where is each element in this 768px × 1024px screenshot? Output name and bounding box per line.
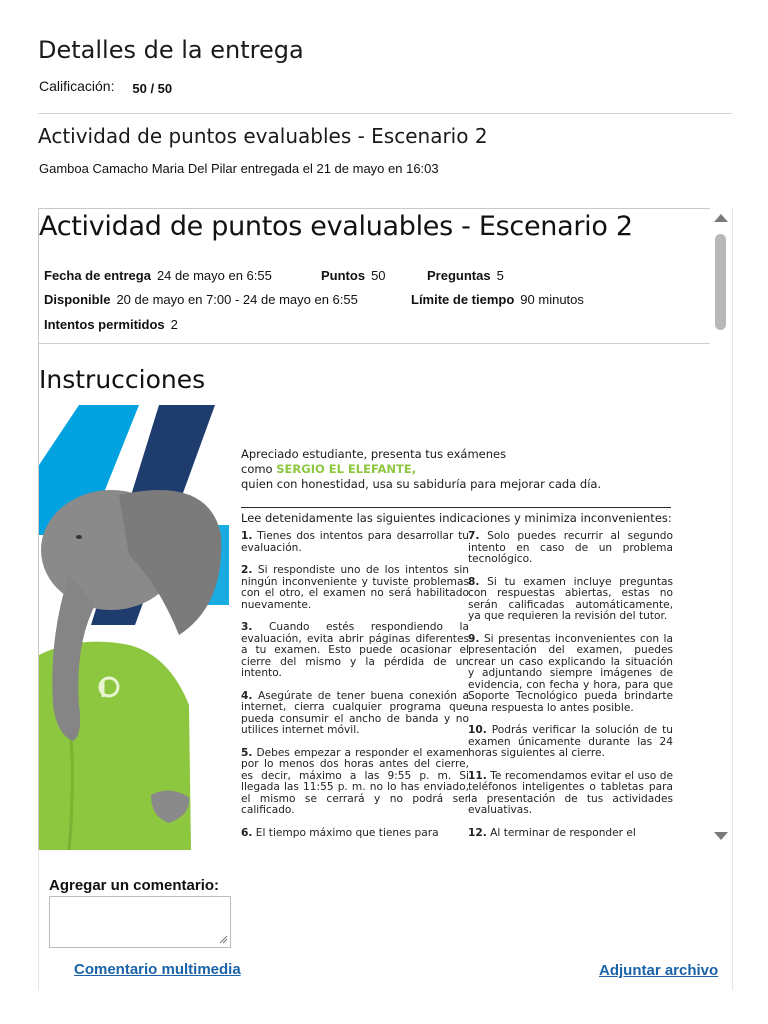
attach-file-link[interactable]: Adjuntar archivo [599,962,719,979]
points [321,268,386,283]
quiz-title: Actividad de puntos evaluables - Escenario 2 [39,211,633,242]
instruction-item [468,771,673,817]
scroll-thumb[interactable] [715,234,726,330]
item-text: Podrás verificar la solución de tu examen únicamente durante las 24 horas siguientes al cierre. [468,724,673,759]
instructions-heading: Lee detenidamente las siguientes indicaciones y minimiza inconvenientes: [241,511,672,525]
item-number: 2. [241,564,253,576]
item-number: 3. [241,621,253,633]
instruction-item [468,531,673,566]
instruction-item [241,748,469,817]
instructions-right-column [468,531,673,850]
elephant-mascot-illustration [39,405,229,850]
greeting-text [241,447,601,492]
resize-grip-icon[interactable] [218,934,228,944]
instruction-item [241,565,469,611]
item-number: 7. [468,530,480,542]
questions [427,268,504,283]
time-limit-value: 90 minutos [520,292,584,307]
attempts-value: 2 [170,317,178,332]
instructions-banner [39,405,711,850]
mascot-name: SERGIO EL ELEFANTE, [276,462,417,476]
instruction-item [241,622,469,680]
frame-scrollbar[interactable] [710,208,732,850]
item-text: Si presentas inconvenientes con la presentación del examen, puedes crear un caso explicando la situación y adjuntando siempre imágenes de evidencia, con fecha y hora, para que Soporte Tecnológico pueda brindarte una respuesta lo antes posible. [468,632,673,714]
instruction-item [241,531,469,554]
due-date-label: Fecha de entrega [44,268,151,283]
instruction-item [468,634,673,715]
due-date [44,268,272,283]
item-text: Cuando estés respondiendo la evaluación, evita abrir páginas diferentes a tu examen. Esto puede ocasionar el cierre del mismo y la pérdida de un intento. [241,621,469,679]
item-number: 10. [468,724,487,736]
header-divider [38,113,732,114]
item-text: Debes empezar a responder el examen por lo menos dos horas antes del cierre, es decir, máximo a las 9:55 p. m. Si llegada las 11:55 p. m. no lo has enviado, el mismo se cerrará y no podrá ser calificado. [241,746,469,816]
instruction-item [468,828,673,840]
item-text: Al terminar de responder el [490,826,636,839]
panel-border-left [38,850,39,990]
instructions-title: Instrucciones [39,365,206,394]
item-number: 4. [241,689,253,702]
time-limit-label: Límite de tiempo [411,292,515,307]
item-text: Tienes dos intentos para desarrollar tu evaluación. [241,530,470,554]
greeting-line-2 [241,462,601,477]
page-title: Detalles de la entrega [38,36,304,64]
item-number: 5. [241,746,253,759]
details-separator [39,343,711,344]
item-text: Si respondiste uno de los intentos sin ningún inconveniente y tuviste problemas con el otro, el examen no será habilitado nuevamente. [241,564,470,611]
item-text: El tiempo máximo que tienes para [255,826,439,839]
comment-textarea[interactable] [49,896,231,948]
item-number: 11. [468,769,487,782]
attempts-label: Intentos permitidos [44,317,165,332]
panel-border-right [732,208,733,990]
scroll-up-arrow-icon[interactable] [714,214,728,222]
questions-label: Preguntas [427,268,491,283]
quiz-preview-frame[interactable] [38,208,732,850]
submission-title: Actividad de puntos evaluables - Escenario 2 [38,124,488,148]
instructions-left-column [241,531,469,850]
item-number: 8. [468,575,480,588]
available-label: Disponible [44,292,111,307]
instruction-item [468,577,673,623]
item-text: Asegúrate de tener buena conexión a internet, cierra cualquier programa que pueda consumir el ancho de banda y no utilices internet móvil. [241,689,469,736]
item-text: Te recomendamos evitar el uso de teléfonos inteligentes o tabletas para la presentación de tus actividades evaluativas. [468,769,673,816]
due-date-value: 24 de mayo en 6:55 [156,268,272,283]
grade-row [39,78,172,94]
banner-rule [241,507,671,508]
item-number: 12. [468,826,487,839]
instruction-item [468,725,673,760]
instruction-item [241,691,469,737]
item-text: Solo puedes recurrir al segundo intento en caso de un problema tecnológico. [468,530,673,565]
grade-value: 50 / 50 [132,81,173,96]
time-limit [411,292,584,307]
item-number: 1. [241,530,253,542]
quiz-preview-content [39,209,711,850]
submission-meta: Gamboa Camacho Maria Del Pilar entregada el 21 de mayo en 16:03 [39,161,439,176]
item-text: Si tu examen incluye preguntas con respuestas abiertas, estas no serán calificadas automáticamente, ya que requieren la revisión del tutor. [468,575,673,622]
questions-value: 5 [496,268,504,283]
grade-label: Calificación: [39,78,115,94]
greeting-line-2a: como [241,462,277,476]
available-value: 20 de mayo en 7:00 - 24 de mayo en 6:55 [116,292,358,307]
item-number: 6. [241,826,253,839]
media-comment-link[interactable]: Comentario multimedia [74,961,241,978]
greeting-line-3: quien con honestidad, usa su sabiduría para mejorar cada día. [241,477,602,491]
points-value: 50 [371,268,386,283]
scroll-down-arrow-icon[interactable] [714,832,728,840]
item-number: 9. [468,632,480,645]
points-label: Puntos [321,268,366,283]
greeting-line-1: Apreciado estudiante, presenta tus exámenes [241,447,507,461]
available [44,292,358,307]
instruction-item [241,828,469,840]
comment-label: Agregar un comentario: [49,877,220,894]
attempts [44,317,178,332]
